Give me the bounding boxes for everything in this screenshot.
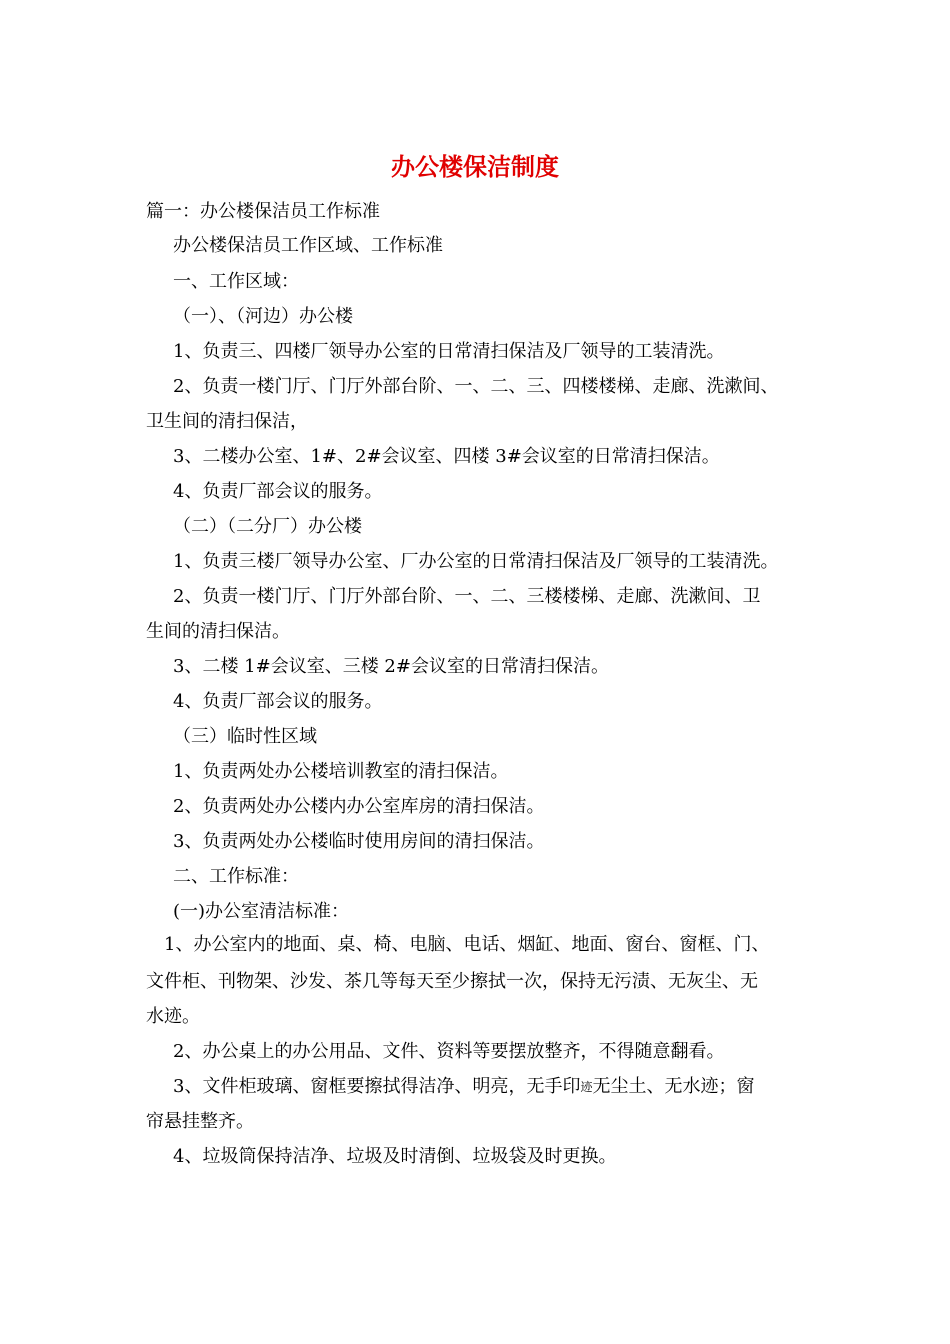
paragraph-line: 1、负责两处办公楼培训教室的清扫保洁。 <box>173 761 509 782</box>
paragraph-line: 帘悬挂整齐。 <box>146 1111 254 1132</box>
paragraph-line: 生间的清扫保洁。 <box>146 621 290 642</box>
paragraph-line: 3、负责两处办公楼临时使用房间的清扫保洁。 <box>173 831 545 852</box>
paragraph-line: 3、二楼办公室、1#、2#会议室、四楼 3#会议室的日常清扫保洁。 <box>173 446 720 467</box>
paragraph-line: 水迹。 <box>146 1006 200 1027</box>
paragraph-line: 1、负责三、四楼厂领导办公室的日常清扫保洁及厂领导的工装清洗。 <box>173 341 725 362</box>
paragraph-text: 无尘土、无水迹；窗 <box>592 1076 755 1097</box>
paragraph-line: 2、办公桌上的办公用品、文件、资料等要摆放整齐，不得随意翻看。 <box>173 1041 725 1062</box>
paragraph-line: 3、二楼 1#会议室、三楼 2#会议室的日常清扫保洁。 <box>173 656 609 677</box>
paragraph-line: 1、负责三楼厂领导办公室、厂办公室的日常清扫保洁及厂领导的工装清洗。 <box>173 551 779 572</box>
paragraph-line: （一）、（河边）办公楼 <box>173 306 353 327</box>
paragraph-line: 4、负责厂部会议的服务。 <box>173 481 383 502</box>
paragraph-line: 2、负责一楼门厅、门厅外部台阶、一、二、三、四楼楼梯、走廊、洗漱间、 <box>173 376 779 397</box>
paragraph-line: 4、负责厂部会议的服务。 <box>173 691 383 712</box>
paragraph-line: 二、工作标准： <box>173 866 299 887</box>
stray-mark: 迹 <box>580 1080 593 1094</box>
paragraph-line: 2、负责一楼门厅、门厅外部台阶、一、二、三楼楼梯、走廊、洗漱间、卫 <box>173 586 761 607</box>
paragraph-line: （二）（二分厂）办公楼 <box>173 516 362 537</box>
paragraph-line: 一、工作区域： <box>173 271 299 292</box>
paragraph-line <box>173 1075 754 1099</box>
paragraph-line: 办公楼保洁员工作区域、工作标准 <box>173 235 443 256</box>
paragraph-line: 1、办公室内的地面、桌、椅、电脑、电话、烟缸、地面、窗台、窗框、门、 <box>164 934 770 955</box>
paragraph-line: 4、垃圾筒保持洁净、垃圾及时清倒、垃圾袋及时更换。 <box>173 1146 617 1167</box>
paragraph-line: （三）临时性区域 <box>173 726 317 747</box>
document-title: 办公楼保洁制度 <box>391 152 559 181</box>
paragraph-line: 2、负责两处办公楼内办公室库房的清扫保洁。 <box>173 796 545 817</box>
paragraph-text: 3、文件柜玻璃、窗框要擦拭得洁净、明亮，无手印 <box>173 1076 581 1097</box>
section-heading: 篇一：办公楼保洁员工作标准 <box>146 201 380 222</box>
paragraph-line: 卫生间的清扫保洁， <box>146 411 308 432</box>
paragraph-line: (一)办公室清洁标准： <box>173 901 350 922</box>
paragraph-line: 文件柜、刊物架、沙发、茶几等每天至少擦拭一次，保持无污渍、无灰尘、无 <box>146 971 758 992</box>
